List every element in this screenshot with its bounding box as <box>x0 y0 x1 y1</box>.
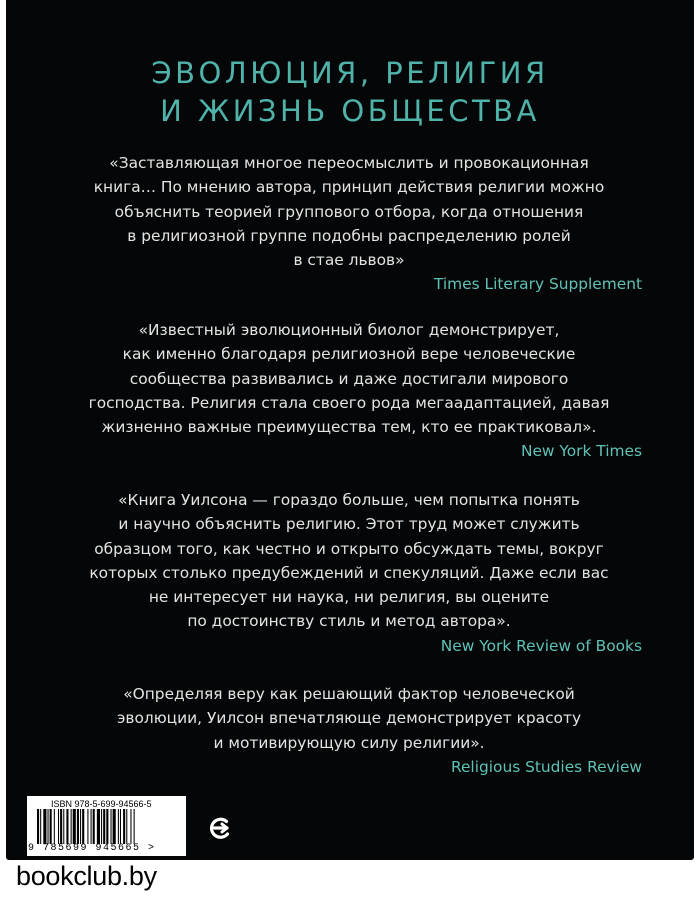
quote-line: эволюции, Уилсон впечатляюще демонстрирует красоту <box>116 709 582 728</box>
quote-line: жизненно важные преимущества тем, кто ее практиковал». <box>101 418 597 437</box>
quote-line: образцом того, как честно и открыто обсуждать темы, вокруг <box>94 539 604 558</box>
quote-source: Religious Studies Review <box>450 757 642 776</box>
quote-source: Times Literary Supplement <box>433 275 642 294</box>
quote-line: в стае львов» <box>293 251 405 270</box>
review-quote <box>56 488 642 658</box>
isbn-label: ISBN 978-5-699-94566-5 <box>51 799 152 809</box>
book-back-cover <box>6 0 694 860</box>
quote-line: по достоинству стиль и метод автора». <box>187 612 511 631</box>
cover-title-line-2: И ЖИЗНЬ ОБЩЕСТВА <box>160 94 540 128</box>
quote-line: в религиозной группе подобны распределению ролей <box>127 226 571 245</box>
barcode-digits: 9 785699 945665 > <box>28 843 156 854</box>
quote-line: «Книга Уилсона — гораздо больше, чем попытка понять <box>118 491 580 509</box>
quote-line: «Определяя веру как решающий фактор человеческой <box>123 685 575 703</box>
review-quote <box>56 151 642 297</box>
quote-line: которых столько предубеждений и спекуляций. Даже если вас <box>89 563 609 582</box>
cover-title-line-1: ЭВОЛЮЦИЯ, РЕЛИГИЯ <box>151 56 549 90</box>
cover-title <box>6 54 694 130</box>
quote-source: New York Review of Books <box>440 636 642 655</box>
review-quote <box>56 318 642 464</box>
review-quote <box>56 682 642 779</box>
quote-line: и научно объяснить религию. Этот труд может служить <box>118 515 580 534</box>
quote-line: господства. Религия стала своего рода мегаадаптацией, давая <box>88 393 610 412</box>
isbn-barcode <box>27 796 186 856</box>
eksmo-logo-icon <box>206 814 234 842</box>
quote-line: и мотивирующую силу религии». <box>213 733 485 752</box>
quote-line: книга… По мнению автора, принцип действия религии можно <box>93 178 605 197</box>
quote-source: New York Times <box>520 442 642 461</box>
quote-line: объяснить теорией группового отбора, когда отношения <box>114 202 584 221</box>
quote-line: не интересует ни наука, ни религия, вы оцените <box>148 588 550 607</box>
quote-line: «Известный эволюционный биолог демонстрирует, <box>138 321 560 339</box>
quote-line: как именно благодаря религиозной вере человеческие <box>122 345 576 364</box>
quote-line: сообщества развивались и даже достигали мирового <box>129 369 569 388</box>
barcode-bars <box>37 809 179 844</box>
quote-line: «Заставляющая многое переосмыслить и провокационная <box>109 154 589 172</box>
site-watermark: bookclub.by <box>16 861 157 891</box>
